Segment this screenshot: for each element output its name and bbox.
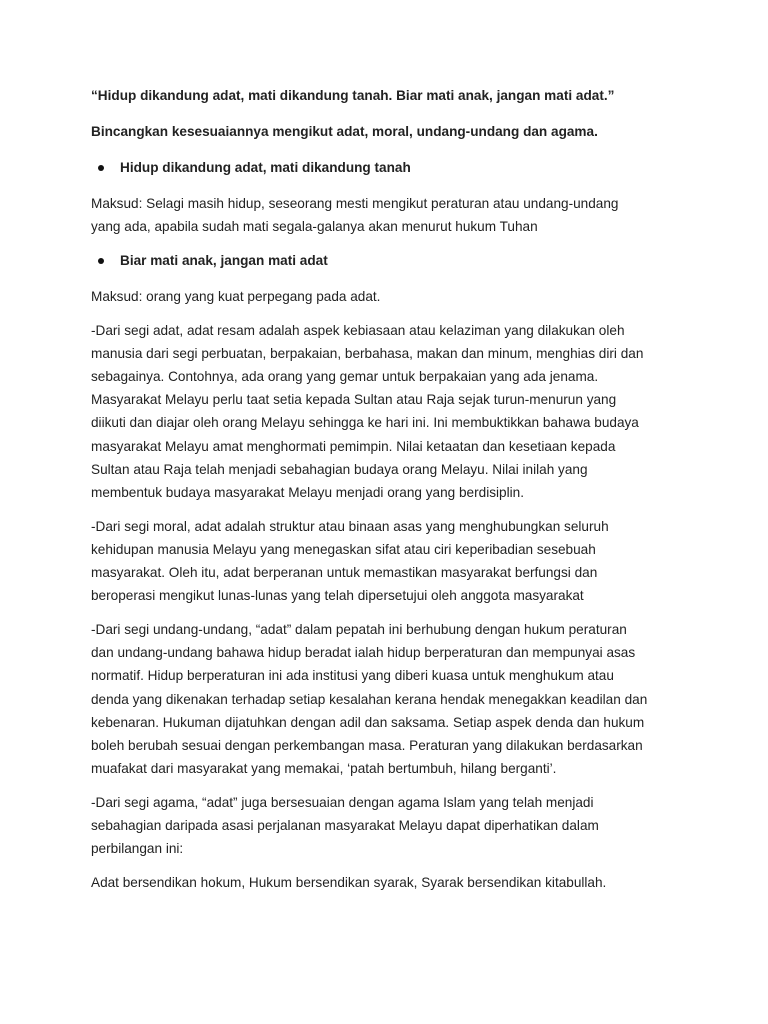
text-line: beroperasi mengikut lunas-lunas yang telah dipersetujui oleh anggota masyarakat [91, 588, 584, 604]
document-title: “Hidup dikandung adat, mati dikandung tanah. Biar mati anak, jangan mati adat.” [91, 88, 615, 103]
meaning-paragraph [91, 192, 691, 238]
text-line: normatif. Hidup berperaturan ini ada institusi yang diberi kuasa untuk menghukum atau [91, 668, 614, 684]
bullet-icon [98, 165, 104, 171]
text-line: Maksud: orang yang kuat perpegang pada adat. [91, 288, 381, 304]
text-line: membentuk budaya masyarakat Melayu menjadi orang yang berdisiplin. [91, 485, 524, 501]
text-line: perbilangan ini: [91, 841, 184, 857]
text-line: boleh berubah sesuai dengan perkembangan masa. Peraturan yang dilakukan berdasarkan [91, 738, 643, 754]
text-line: kebenaran. Hukuman dijatuhkan dengan adil dan saksama. Setiap aspek denda dan hukum [91, 714, 645, 730]
text-line: muafakat dari masyarakat yang memakai, ‘patah bertumbuh, hilang berganti’. [91, 761, 557, 777]
text-line: sebahagian daripada asasi perjalanan masyarakat Melayu dapat diperhatikan dalam [91, 818, 599, 834]
text-line: kehidupan manusia Melayu yang menegaskan sifat atau ciri keperibadian sesebuah [91, 541, 596, 557]
paragraph-perbilangan [91, 871, 691, 894]
paragraph-agama [91, 791, 691, 861]
bullet-label: Hidup dikandung adat, mati dikandung tanah [120, 160, 411, 175]
bullet-item-hidup [91, 156, 691, 179]
text-line: manusia dari segi perbuatan, berpakaian, berbahasa, makan dan minum, menghias diri dan [91, 345, 644, 361]
text-line: Maksud: Selagi masih hidup, seseorang mesti mengikut peraturan atau undang-undang [91, 196, 619, 211]
text-line: yang ada, apabila sudah mati segala-galanya akan menurut hukum Tuhan [91, 219, 538, 235]
paragraph-adat [91, 319, 691, 505]
text-line: -Dari segi moral, adat adalah struktur atau binaan asas yang menghubungkan seluruh [91, 518, 609, 534]
bullet-icon [98, 258, 104, 264]
text-line: Adat bersendikan hokum, Hukum bersendikan syarak, Syarak bersendikan kitabullah. [91, 875, 607, 891]
document-subtitle: Bincangkan kesesuaiannya mengikut adat, moral, undang-undang dan agama. [91, 124, 598, 139]
meaning-paragraph [91, 285, 691, 308]
text-line: masyarakat Melayu amat menghormati pemimpin. Nilai ketaatan dan kesetiaan kepada [91, 438, 616, 454]
bullet-label: Biar mati anak, jangan mati adat [120, 252, 328, 268]
paragraph-undang-undang [91, 618, 691, 780]
text-line: Sultan atau Raja telah menjadi sebahagian budaya orang Melayu. Nilai inilah yang [91, 461, 588, 477]
text-line: Masyarakat Melayu perlu taat setia kepada Sultan atau Raja sejak turun-menurun yang [91, 392, 617, 408]
text-line: -Dari segi agama, “adat” juga bersesuaian dengan agama Islam yang telah menjadi [91, 794, 594, 810]
text-line: diikuti dan diajar oleh orang Melayu sehingga ke hari ini. Ini membuktikkan bahawa budaya [91, 415, 639, 431]
text-line: masyarakat. Oleh itu, adat berperanan untuk memastikan masyarakat berfungsi dan [91, 565, 598, 581]
text-line: dan undang-undang bahawa hidup beradat ialah hidup berperaturan dan mempunyai asas [91, 645, 636, 661]
text-line: -Dari segi undang-undang, “adat” dalam pepatah ini berhubung dengan hukum peraturan [91, 622, 627, 638]
bullet-item-biar [91, 249, 691, 272]
paragraph-moral [91, 515, 691, 608]
document-body [91, 84, 691, 905]
text-line: sebagainya. Contohnya, ada orang yang gemar untuk berpakaian yang ada jenama. [91, 369, 599, 385]
text-line: -Dari segi adat, adat resam adalah aspek kebiasaan atau kelaziman yang dilakukan oleh [91, 322, 625, 338]
text-line: denda yang dikenakan terhadap setiap kesalahan kerana hendak menegakkan keadilan dan [91, 691, 648, 707]
